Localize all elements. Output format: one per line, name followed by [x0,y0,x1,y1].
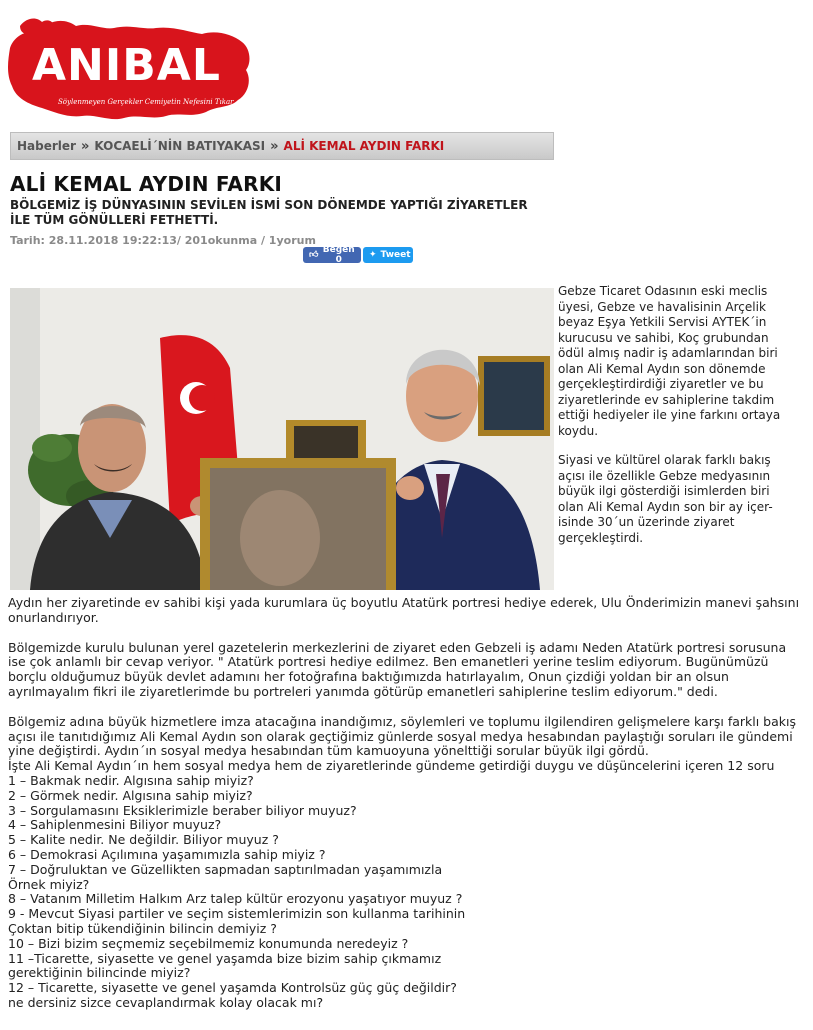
lead-paragraph: Siyasi ve kültürel olarak farklı bakış açısı ile özellikle Gebze medyasının büyük ilgi gösterdiği isimlerden biri olan Ali Kemal Aydın son bir ay içer- isinde 30´un üzerinde ziyaret gerçekleştirdi. [558,453,773,545]
question-item: 2 – Görmek nedir. Algısına sahip miyiz? [8,787,253,803]
question-item: 3 – Sorgulamasını Eksiklerimizle beraber biliyor muyuz? [8,802,357,818]
like-label: Beğen 0 [322,245,355,265]
question-item: ne dersiniz sizce cevaplandırmak kolay olacak mı? [8,994,324,1010]
body-paragraph: Bölgemiz adına büyük hizmetlere imza atacağına inandığımız, söylemleri ve toplumu ilgilendiren gelişmelere karşı farklı bakış açısı ile tanıtıdığımız Ali Kemal Aydın son olarak geçtiğimiz günlerde sosyal medya hesabından paylaştığı soruları ile gündemi yine değiştirdi. Aydın´ın sosyal medya hesabından tüm kamuoyuna yönelttiği sorular büyük ilgi gördü. [8,713,796,759]
question-item: 8 – Vatanım Milletim Halkım Arz talep kültür erozyonu yaşatıyor muyuz ? [8,891,463,907]
question-item: 6 – Demokrasi Açılımına yaşamımızla sahip miyiz ? [8,846,326,862]
breadcrumb-separator-icon: » [80,138,90,154]
breadcrumb [10,132,554,160]
breadcrumb-item-haberler[interactable]: Haberler [17,139,76,153]
article-body [8,596,803,1011]
article-meta: Tarih: 28.11.2018 19:22:13/ 201okunma / 1yorum [10,234,316,247]
lead-paragraph: Gebze Ticaret Odasının eski meclis üyesi, Gebze ve havalisinin Arçelik beyaz Eşya Yetkili Servisi AYTEK´in kurucusu ve sahibi, Koç grubundan ödül almış nadir iş adamlarından biri olan Ali Kemal Aydın son dönemde gerçekleştirdirdiği ziyaretler ve bu ziyaretlerinde ev sahiplerine takdim ettiği hediyeler ile yine farkını ortaya koydu. [558,284,781,438]
question-item: 11 –Ticarette, siyasette ve genel yaşamda bize bizim sahip çıkmamız [8,950,442,966]
social-buttons [303,247,413,263]
article-lead-column [558,284,798,560]
logo-wordmark: ANIBAL [32,40,221,91]
body-paragraph: Bölgemizde kurulu bulunan yerel gazetelerin merkezlerini de ziyaret eden Gebzeli iş adamı Neden Atatürk portresi sorusuna ise çok anlamlı bir cevap veriyor. " Atatürk portresi hediye edilmez. Ben emanetleri yerine teslim ediyorum. Bugünümüzü borçlu olduğumuz büyük devlet adamını her fotoğrafına baktığımızda hatırlayalım, Onun çizdiği yoldan bir an olsun ayrılmayalım fikri ile ziyaretlerimde bu portreleri yanımda götürüp emanetleri sahiplerine teslim ediyorum." dedi. [8,639,787,699]
question-item: Çoktan bitip tükendiğinin bilincin demiyiz ? [8,920,277,936]
question-item: 12 – Ticarette, siyasette ve genel yaşamda Kontrolsüz güç güç değildir? [8,980,457,996]
question-item: gerektiğinin bilincinde miyiz? [8,965,191,981]
question-item: Örnek miyiz? [8,876,90,892]
body-line: İşte Ali Kemal Aydın´ın hem sosyal medya hem de ziyaretlerinde gündeme getirdiği duygu ve düşüncelerini içeren 12 soru [8,758,775,774]
logo-tagline: Söylenmeyen Gerçekler Cemiyetin Nefesini Tıkar [58,98,234,106]
breadcrumb-separator-icon: » [270,138,279,154]
article-subtitle: BÖLGEMİZ İŞ DÜNYASININ SEVİLEN İSMİ SON DÖNEMDE YAPTIĞI ZİYARETLER İLE TÜM GÖNÜLLERİ FETHETTİ. [10,198,528,227]
question-item: 9 - Mevcut Siyasi partiler ve seçim sistemlerimizin son kullanma tarihinin [8,906,466,922]
article-photo [10,288,554,590]
twitter-bird-icon: ✦ [369,250,377,260]
breadcrumb-current: ALİ KEMAL AYDIN FARKI [283,139,445,153]
question-item: 5 – Kalite nedir. Ne değildir. Biliyor muyuz ? [8,832,279,848]
question-item: 7 – Doğruluktan ve Güzellikten sapmadan saptırılmadan yaşamımızla [8,861,443,877]
question-item: 4 – Sahiplenmesini Biliyor muyuz? [8,817,222,833]
site-logo[interactable] [6,8,254,124]
question-item: 10 – Bizi bizim seçmemiz seçebilmemiz konumunda neredeyiz ? [8,935,409,951]
article-title: ALİ KEMAL AYDIN FARKI [10,172,283,196]
thumbs-up-icon: 👍︎ [309,250,319,260]
tweet-label: Tweet [380,250,411,260]
question-item: 1 – Bakmak nedir. Algısına sahip miyiz? [8,772,254,788]
breadcrumb-item-category[interactable]: KOCAELİ´NİN BATIYAKASI [94,139,266,153]
article-photo-illustration [10,288,554,590]
facebook-like-button[interactable] [303,247,361,263]
body-paragraph: Aydın her ziyaretinde ev sahibi kişi yada kurumlara üç boyutlu Atatürk portresi hediye ederek, Ulu Önderimizin manevi şahsını onurlandırıyor. [8,595,800,625]
tweet-button[interactable] [363,247,413,263]
